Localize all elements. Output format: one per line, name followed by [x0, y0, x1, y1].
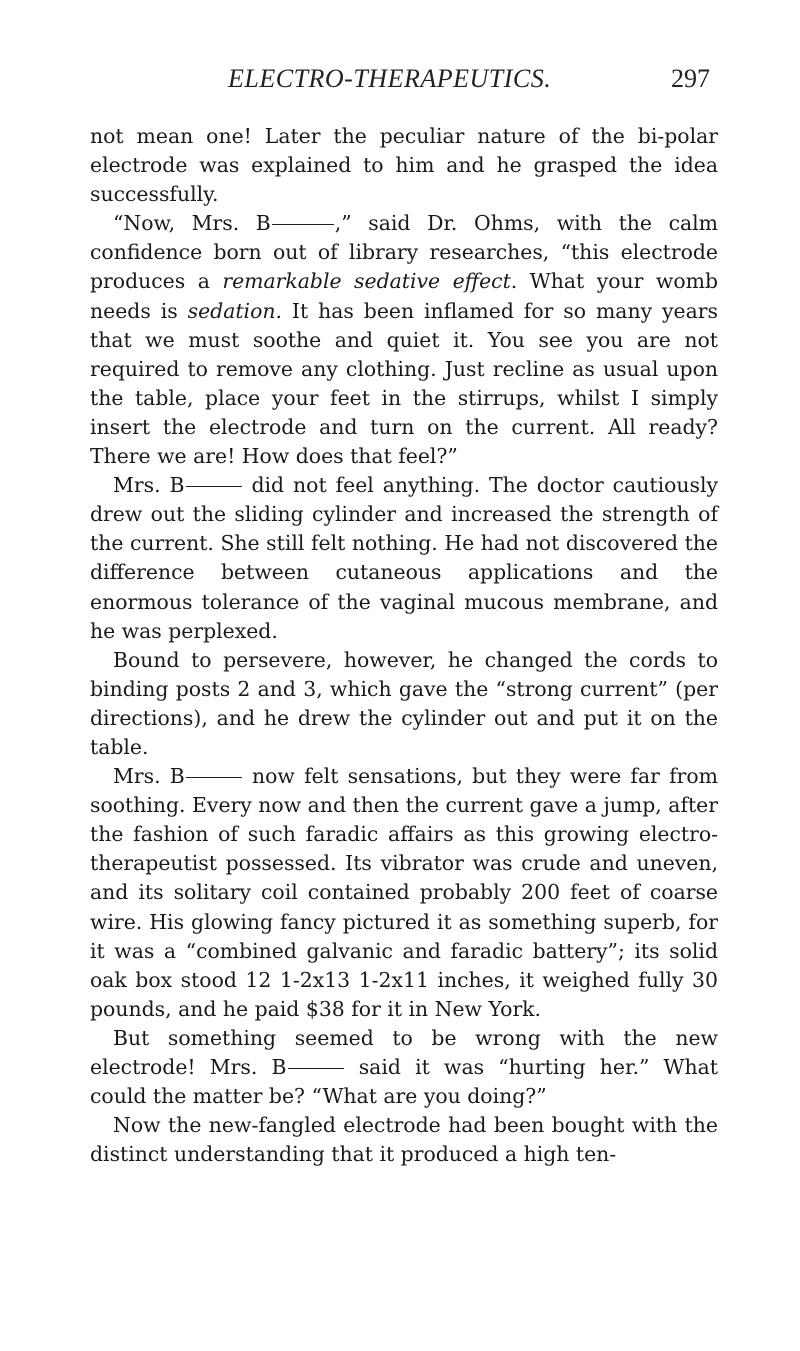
- paragraph-2-text-c: What your womb needs is: [90, 269, 718, 323]
- name-dash: [186, 486, 242, 487]
- paragraph-2-text-d: It has been inflamed for so many years that we must soothe and quiet it. You see you are not required to remove any clothing. Just recline as usual upon the table, place your feet in the stirrups, whilst I simply insert the electrode and turn on the current. All ready? There we are! How does that feel?”: [90, 298, 718, 469]
- body-text: [90, 122, 718, 1169]
- page-number: 297: [671, 64, 710, 93]
- paragraph-1-text: not mean one! Later the peculiar nature of the bi-polar electrode was explained to him and he grasped the idea successfully.: [90, 124, 718, 207]
- paragraph-7: [90, 1111, 718, 1169]
- paragraph-7-text: Now the new-fangled electrode had been bought with the distinct understanding that it produced a high ten-: [90, 1113, 718, 1167]
- paragraph-2-text-b: ,” said Dr. Ohms, with the calm confidence born out of library researches, “this electrode produces a: [90, 211, 719, 294]
- paragraph-3: [90, 471, 718, 646]
- paragraph-5: [90, 762, 718, 1024]
- paragraph-2: [90, 209, 718, 471]
- paragraph-5-text-b: now felt sensations, but they were far from soothing. Every now and then the current gave a jump, after the fashion of such faradic affairs as this growing electro-therapeutist possessed. Its vibrator was crude and uneven, and its solitary coil contained probably 200 feet of coarse wire. His glowing fancy pictured it as something superb, for it was a “combined galvanic and faradic battery”; its solid oak box stood 12 1-2x13 1-2x11 inches, it weighed fully 30 pounds, and he paid $38 for it in New York.: [90, 764, 718, 1021]
- paragraph-2-italic-b: sedation.: [187, 298, 282, 323]
- paragraph-1: [90, 122, 718, 209]
- paragraph-3-text-b: did not feel anything. The doctor cautiously drew out the sliding cylinder and increased the strength of the current. She still felt nothing. He had not discovered the difference between cutaneous applications and the enormous tolerance of the vaginal mucous membrane, and he was perplexed.: [90, 473, 719, 643]
- paragraph-2-italic-a: remarkable sedative effect.: [222, 269, 518, 294]
- name-dash: [272, 224, 334, 225]
- paragraph-4: [90, 646, 718, 762]
- paragraph-6: [90, 1024, 718, 1111]
- name-dash: [288, 1068, 344, 1069]
- paragraph-5-text-a: Mrs. B: [113, 764, 185, 789]
- paragraph-6-text-a: But something seemed to be wrong with the new electrode! Mrs. B: [90, 1025, 718, 1079]
- paragraph-4-text: Bound to persevere, however, he changed the cords to binding posts 2 and 3, which gave the “strong current” (per directions), and he drew the cylinder out and put it on the table.: [90, 647, 718, 759]
- paragraph-3-text-a: Mrs. B: [113, 473, 185, 498]
- paragraph-6-text-b: said it was “hurting her.” What could the matter be? “What are you doing?”: [90, 1055, 718, 1109]
- running-title: ELECTRO-THERAPEUTICS.: [228, 64, 552, 93]
- paragraph-2-text-a: “Now, Mrs. B: [113, 211, 271, 236]
- running-head: [228, 64, 710, 100]
- name-dash: [186, 777, 242, 778]
